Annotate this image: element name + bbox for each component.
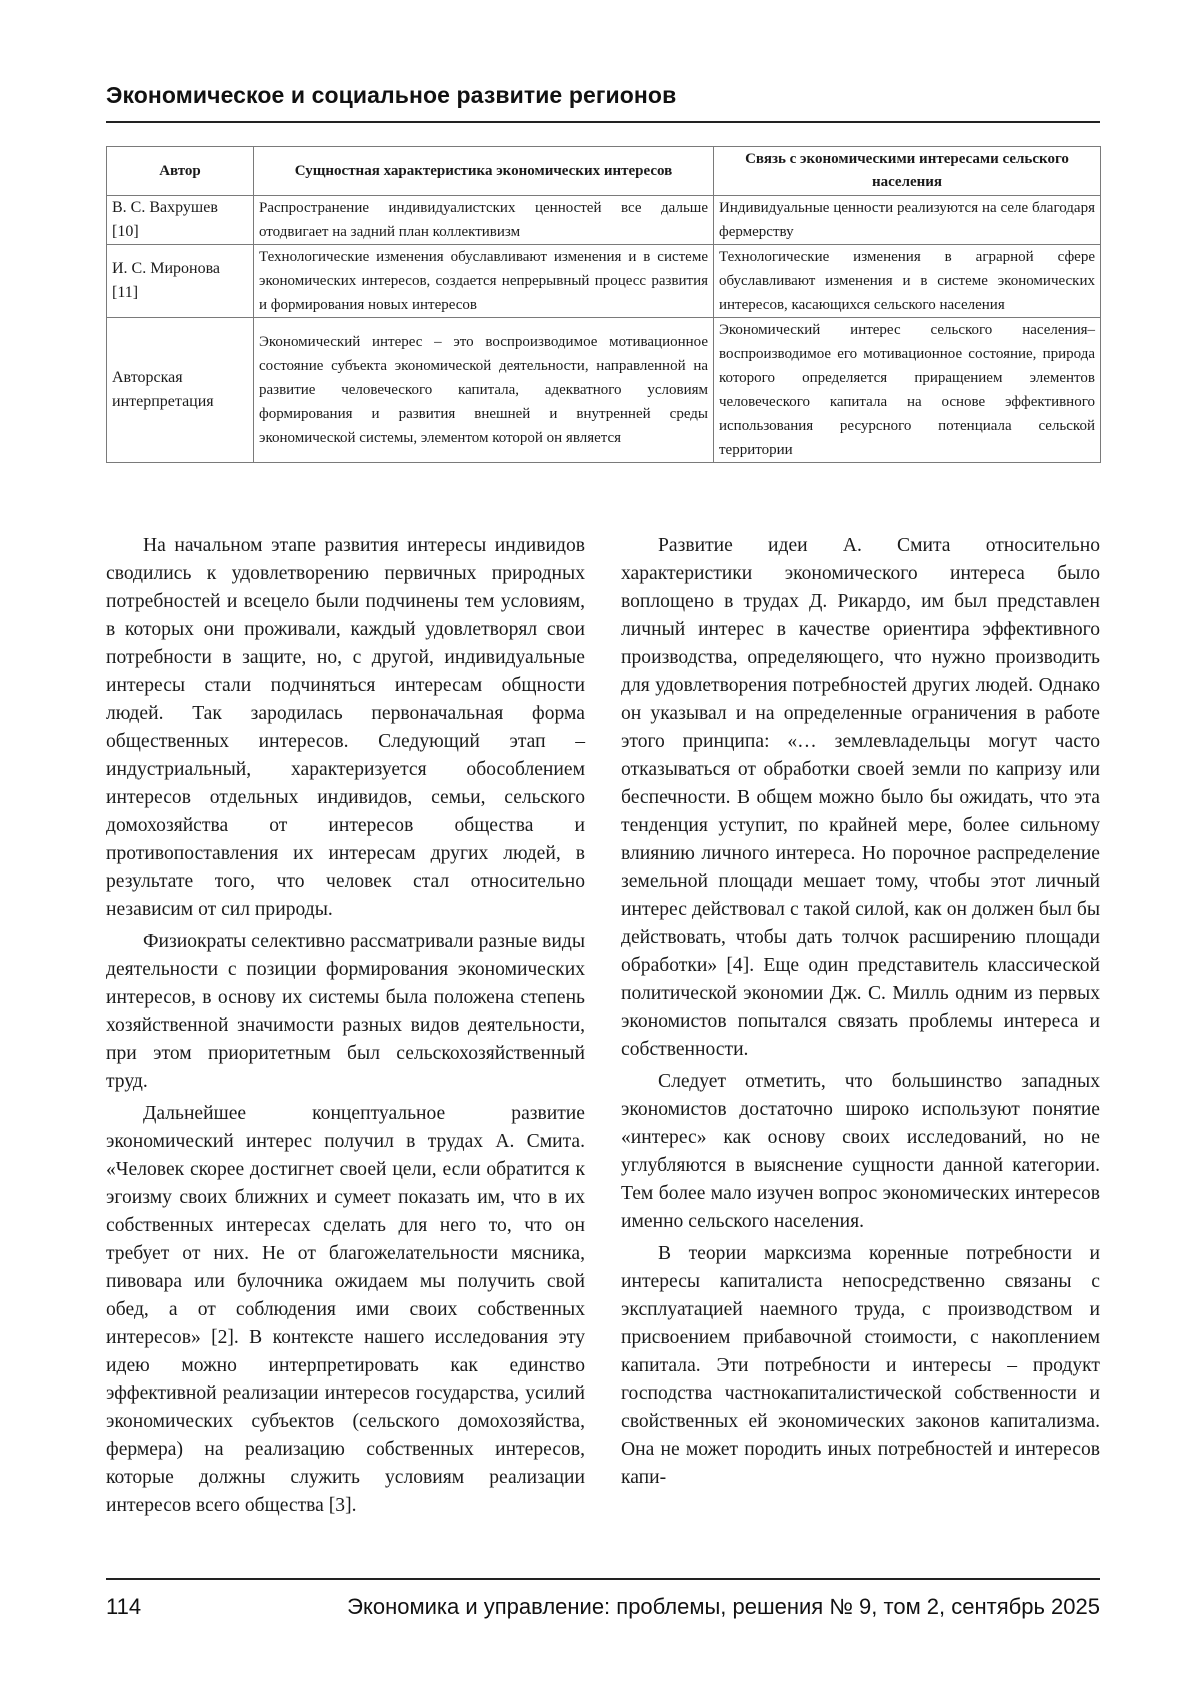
table-row [107, 196, 1101, 245]
cell-link: Индивидуальные ценности реализуются на селе благодаря фермерству [714, 196, 1101, 245]
cell-link: Экономический интерес сельского населения– воспроизводимое его мотивационное состояние, природа которого определяется приращением элементов человеческого капитала на основе эффективного использования ресурсного потенциала сельской территории [714, 318, 1101, 463]
running-title: Экономическое и социальное развитие регионов [106, 82, 677, 108]
body-column-right [621, 532, 1100, 1496]
header-author: Автор [107, 147, 254, 196]
header-rule [106, 121, 1100, 123]
table-header-row [107, 147, 1101, 196]
cell-essence: Экономический интерес – это воспроизводимое мотивационное состояние субъекта экономической деятельности, направленной на развитие человеческого капитала, адекватного условиям формирования и развития внешней и внутренней среды экономической системы, элементом которой он является [254, 318, 714, 463]
body-paragraph: Развитие идеи А. Смита относительно характеристики экономического интереса было воплощено в трудах Д. Рикардо, им был представлен личный интерес в качестве ориентира эффективного производства, определяющего, что нужно производить для удовлетворения потребностей других людей. Однако он указывал и на определенные ограничения в работе этого принципа: «… землевладельцы могут часто отказываться от обработки своей земли по капризу или беспечности. В общем можно было бы ожидать, что эта тенденция уступит, по крайней мере, более сильному влиянию личного интереса. Но порочное распределение земельной площади мешает тому, чтобы этот личный интерес действовал с такой силой, как он должен был бы действовать, чтобы дать толчок расширению площади обработки» [4]. Еще один представитель классической политической экономии Дж. С. Милль одним из первых экономистов попытался связать проблемы интереса и собственности. [621, 535, 1100, 1060]
comparison-table [106, 146, 1101, 463]
cell-essence: Распространение индивидуалистских ценностей все дальше отодвигает на задний план коллективизм [254, 196, 714, 245]
body-paragraph: В теории марксизма коренные потребности и интересы капиталиста непосредственно связаны с эксплуатацией наемного труда, с производством и присвоением прибавочной стоимости, с накоплением капитала. Эти потребности и интересы – продукт господства частнокапиталистической собственности и свойственных ей экономических законов капитализма. Она не может породить иных потребностей и интересов капи- [621, 1243, 1100, 1488]
table-row [107, 245, 1101, 318]
body-paragraph: Физиократы селективно рассматривали разные виды деятельности с позиции формирования экономических интересов, в основу их системы была положена степень хозяйственной значимости разных видов деятельности, при этом приоритетным был сельскохозяйственный труд. [106, 931, 585, 1092]
cell-link: Технологические изменения в аграрной сфере обуславливают изменения и в системе экономических интересов, касающихся сельского населения [714, 245, 1101, 318]
journal-footer: Экономика и управление: проблемы, решения № 9, том 2, сентябрь 2025 [347, 1594, 1100, 1619]
footer-rule [106, 1578, 1100, 1580]
cell-author: И. С. Миронова [11] [107, 245, 254, 318]
body-paragraph: Следует отметить, что большинство западных экономистов достаточно широко используют понятие «интерес» как основу своих исследований, но не углубляются в выяснение сущности данной категории. Тем более мало изучен вопрос экономических интересов именно сельского населения. [621, 1071, 1100, 1232]
cell-author: В. С. Вахрушев [10] [107, 196, 254, 245]
body-paragraph: На начальном этапе развития интересы индивидов сводились к удовлетворению первичных природных потребностей и всецело были подчинены тем условиям, в которых они проживали, каждый удовлетворял свои потребности в защите, но, с другой, индивидуальные интересы стали подчиняться интересам общности людей. Так зародилась первоначальная форма общественных интересов. Следующий этап – индустриальный, характеризуется обособлением интересов отдельных индивидов, семьи, сельского домохозяйства от интересов общества и противопоставления их интересам других людей, в результате того, что человек стал относительно независим от сил природы. [106, 535, 585, 920]
cell-essence: Технологические изменения обуславливают изменения и в системе экономических интересов, создается непрерывный процесс развития и формирования новых интересов [254, 245, 714, 318]
table-row [107, 318, 1101, 463]
page-number: 114 [106, 1594, 142, 1619]
body-column-left [106, 532, 585, 1524]
cell-author: Авторская интерпретация [107, 318, 254, 463]
body-paragraph: Дальнейшее концептуальное развитие экономический интерес получил в трудах А. Смита. «Человек скорее достигнет своей цели, если обратится к эгоизму своих ближних и сумеет показать им, что в их собственных интересах сделать для него то, что он требует от них. Не от благожелательности мясника, пивовара или булочника ожидаем мы получить свой обед, а от соблюдения ими своих собственных интересов» [2]. В контексте нашего исследования эту идею можно интерпретировать как единство эффективной реализации интересов государства, усилий экономических субъектов (сельского домохозяйства, фермера) на реализацию собственных интересов, которые должны служить условиям реализации интересов всего общества [3]. [106, 1103, 585, 1516]
header-link: Связь с экономическими интересами сельского населения [714, 147, 1101, 196]
header-essence: Сущностная характеристика экономических интересов [254, 147, 714, 196]
